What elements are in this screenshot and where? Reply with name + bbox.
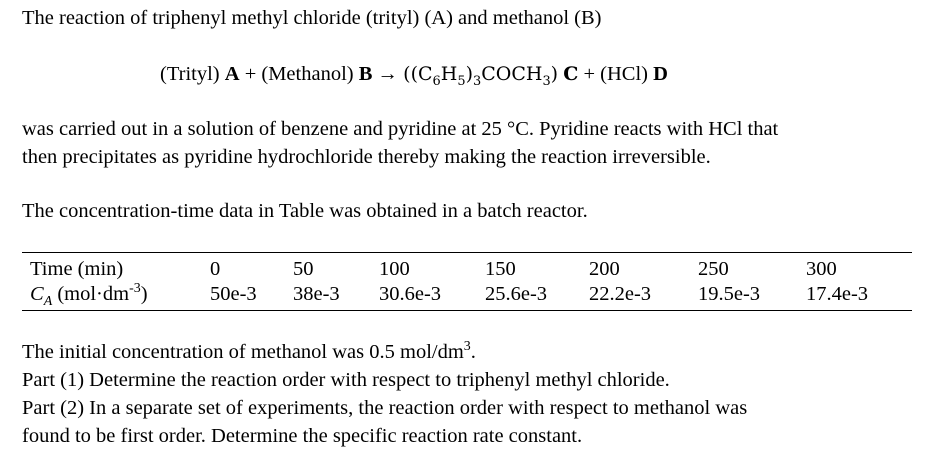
paragraph-line-2: then precipitates as pyridine hydrochloride thereby making the reaction irreversible. — [22, 146, 711, 168]
part-2-line-1: Part (2) In a separate set of experiments, the reaction order with respect to methanol was — [22, 397, 748, 419]
concentration-cell: 38e-3 — [293, 282, 340, 305]
concentration-cell: 17.4e-3 — [806, 282, 869, 305]
time-cell: 300 — [806, 258, 837, 280]
table-row-time — [30, 257, 886, 282]
paragraph-batch: The concentration-time data in Table was obtained in a batch reactor. — [22, 200, 588, 222]
time-header: Time (min) — [30, 258, 124, 280]
intro-text: The reaction of triphenyl methyl chloride (trityl) (A) and methanol (B) — [22, 7, 602, 29]
concentration-header: $C_A$ $(mol\cdot dm^{-3})$ — [30, 280, 148, 309]
table-bottom-rule — [22, 310, 912, 311]
time-cell: 50 — [293, 258, 314, 280]
concentration-cell: 22.2e-3 — [589, 282, 652, 305]
time-cell: 100 — [379, 258, 410, 280]
time-cell: 150 — [485, 258, 516, 280]
table-row-concentration — [30, 282, 886, 307]
concentration-cell: 30.6e-3 — [379, 282, 442, 305]
reaction-equation: (Trityl) A + (Methanol) $B \to ((C_6H_5)_3COCH_3) C + (HCl)$ D — [160, 63, 668, 89]
time-cell: 250 — [698, 258, 729, 280]
paragraph-line-1: was carried out in a solution of benzene and pyridine at 25 °C. Pyridine reacts with HCl that — [22, 118, 779, 140]
part-1: Part (1) Determine the reaction order with respect to triphenyl methyl chloride. — [22, 369, 670, 391]
initial-concentration: The initial concentration of methanol was 0.5 mol/$dm^3$. — [22, 339, 476, 363]
concentration-cell: 50e-3 — [210, 282, 257, 305]
table-top-rule — [22, 252, 912, 253]
concentration-cell: 25.6e-3 — [485, 282, 548, 305]
data-table — [30, 257, 886, 309]
part-2-line-2: found to be first order. Determine the specific reaction rate constant. — [22, 425, 583, 447]
concentration-cell: 19.5e-3 — [698, 282, 761, 305]
time-cell: 200 — [589, 258, 620, 280]
time-cell: 0 — [210, 258, 221, 280]
